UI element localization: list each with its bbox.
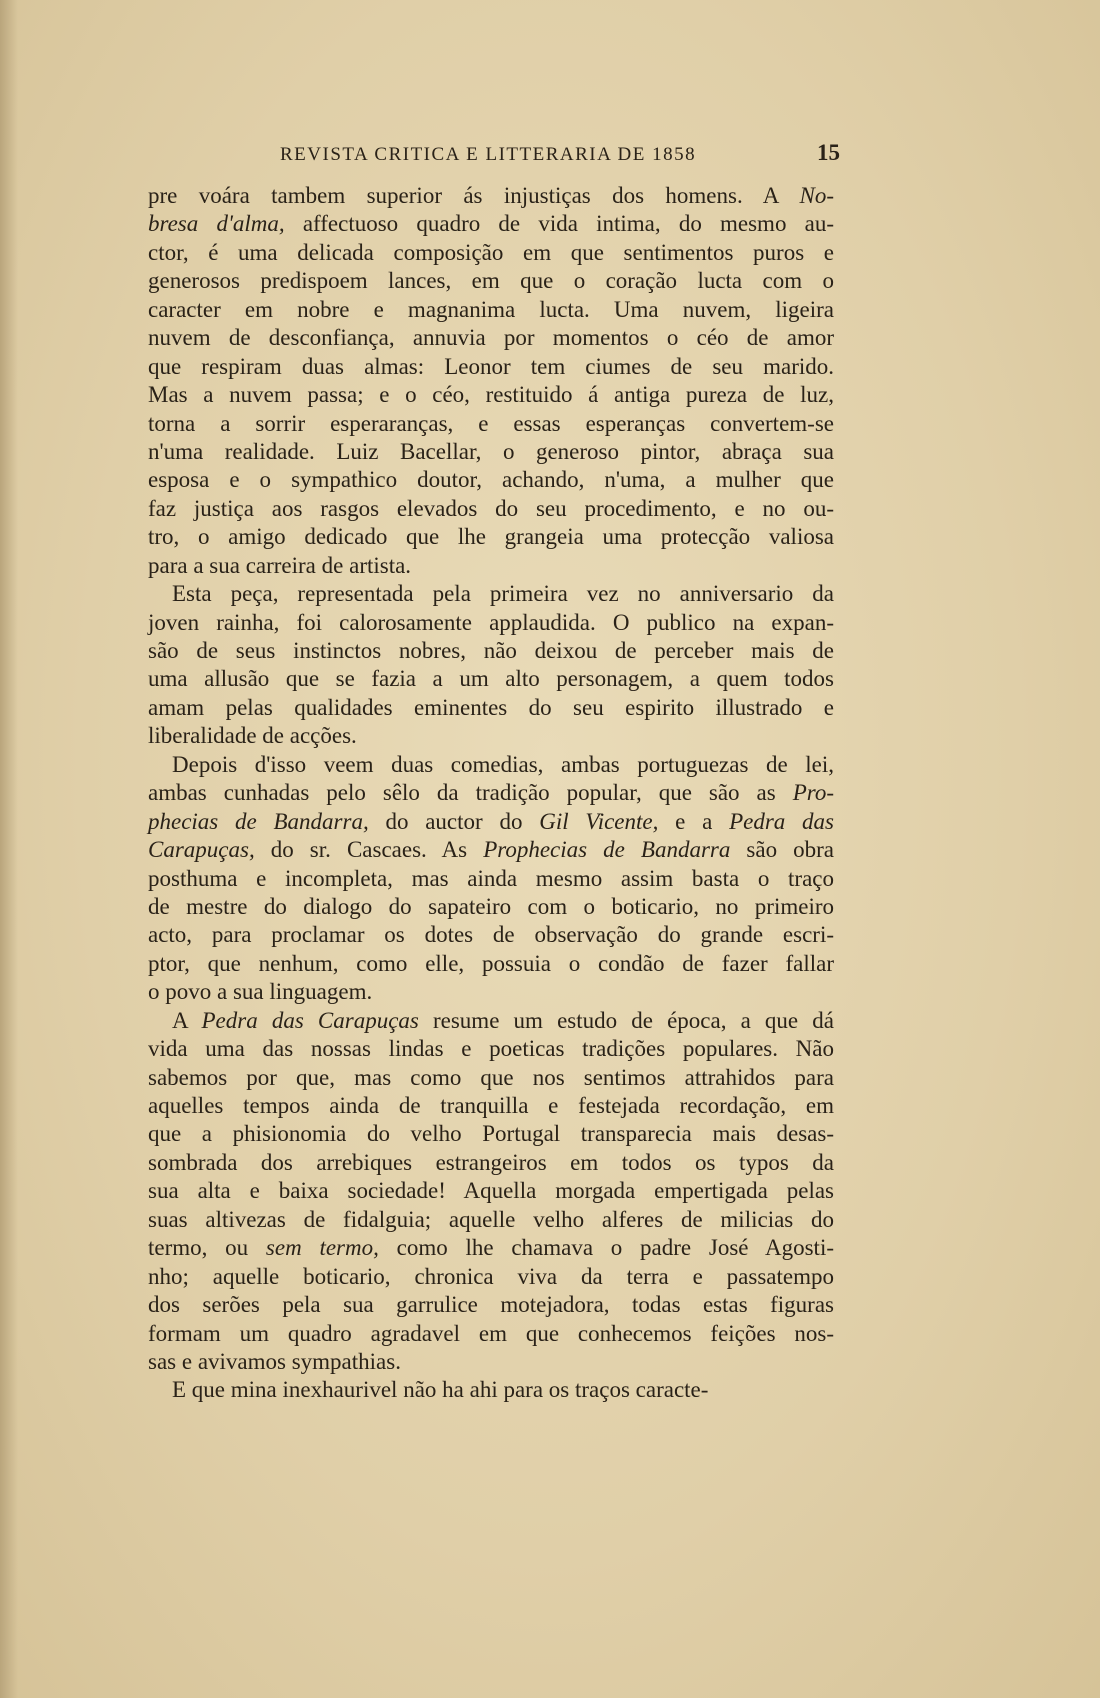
text-segment: formam um quadro agradavel em que conhecemos feições nos- [148,1320,834,1346]
text-line [148,1149,834,1177]
text-segment: nho; aquelle boticario, chronica viva da terra e passatempo [148,1263,834,1289]
italic-segment: Carapuças, [148,837,255,863]
text-line [148,296,834,324]
italic-segment: sem termo, [265,1235,379,1261]
text-line [148,1234,834,1262]
text-line [148,410,834,438]
text-line [148,978,834,1006]
text-line [148,381,834,409]
text-line [148,722,834,750]
text-line [148,1348,834,1376]
text-segment: são obra [730,837,834,863]
text-line [148,1206,834,1234]
text-line [148,466,834,494]
text-line [148,523,834,551]
text-line [148,893,834,921]
text-line [148,1320,834,1348]
text-segment: pre voára tambem superior ás injustiças dos homens. A [148,183,800,208]
italic-segment: phecias de Bandarra, [148,808,369,834]
text-segment: que a phisionomia do velho Portugal transparecia mais desas- [148,1121,834,1147]
text-line [148,182,834,210]
text-segment: resume um estudo de época, a que dá [418,1007,834,1033]
text-segment: do auctor do [368,808,540,834]
text-segment: affectuoso quadro de vida intima, do mesmo au- [284,211,834,237]
text-segment: aquelles tempos ainda de tranquilla e festejada recordação, em [148,1093,834,1118]
text-line [148,1092,834,1120]
text-line [148,580,834,608]
text-line [148,1177,834,1205]
text-segment: caracter em nobre e magnanima lucta. Uma nuvem, ligeira [148,296,834,322]
running-head: REVISTA CRITICA E LITTERARIA DE 1858 [280,144,697,165]
italic-segment: Gil Vicente, [539,808,659,834]
text-line [148,1120,834,1148]
text-segment: esposa e o sympathico doutor, achando, n'uma, a mulher que [148,467,834,493]
text-segment: torna a sorrir esperaranças, e essas esperanças convertem-se [148,410,834,436]
text-line [148,438,834,466]
text-line [148,1064,834,1092]
text-segment: sua alta e baixa sociedade! Aquella morgada empertigada pelas [148,1178,834,1204]
text-segment: ctor, é uma delicada composição em que sentimentos puros e [148,239,834,265]
italic-segment: Prophecias de Bandarra [483,837,731,863]
text-segment: Esta peça, representada pela primeira vez no anniversario da [172,581,834,607]
text-line [148,865,834,893]
text-line [148,239,834,267]
text-line [148,779,834,807]
text-line [148,495,834,523]
text-segment: sombrada dos arrebiques estrangeiros em todos os typos da [148,1149,834,1175]
text-segment: acto, para proclamar os dotes de observação do grande escri- [148,922,834,948]
text-segment: sabemos por que, mas como que nos sentimos attrahidos para [148,1064,834,1090]
text-line [148,808,834,836]
text-segment: sas e avivamos sympathias. [148,1348,401,1374]
text-line [148,637,834,665]
text-segment: o povo a sua linguagem. [148,979,373,1005]
text-line [148,552,834,580]
text-segment: como lhe chamava o padre José Agosti- [378,1235,834,1261]
text-line [148,1007,834,1035]
italic-segment: Pedra das [729,808,834,834]
text-segment: faz justiça aos rasgos elevados do seu procedimento, e no ou- [148,495,834,521]
italic-segment: Pro- [792,780,834,806]
text-line [148,921,834,949]
text-segment: liberalidade de acções. [148,723,357,749]
text-line [148,609,834,637]
text-segment: para a sua carreira de artista. [148,552,412,578]
page-number: 15 [817,140,840,165]
text-line [148,694,834,722]
text-segment: que respiram duas almas: Leonor tem ciumes de seu marido. [148,353,834,379]
text-segment: ambas cunhadas pelo sêlo da tradição popular, que são as [148,780,793,806]
text-segment: do sr. Cascaes. As [254,837,484,863]
text-line [148,210,834,238]
text-segment: joven rainha, foi calorosamente applaudida. O publico na expan- [148,609,834,635]
text-segment: Depois d'isso veem duas comedias, ambas portuguezas de lei, [172,751,834,777]
text-segment: são de seus instinctos nobres, não deixou de perceber mais de [148,638,834,663]
text-segment: generosos predispoem lances, em que o coração lucta com o [148,268,834,294]
text-segment: suas altivezas de fidalguia; aquelle velho alferes de milicias do [148,1206,834,1232]
text-segment: ptor, que nenhum, como elle, possuia o condão de fazer fallar [148,950,834,976]
text-line [148,324,834,352]
text-segment: termo, ou [148,1235,266,1261]
text-line [148,950,834,978]
body-text [148,182,834,1405]
page-header [280,140,840,174]
text-segment: posthuma e incompleta, mas ainda mesmo assim basta o traço [148,865,834,891]
text-line [148,1291,834,1319]
italic-segment: No- [799,183,834,208]
text-segment: nuvem de desconfiança, annuvia por momentos o céo de amor [148,325,834,351]
italic-segment: bresa d'alma, [148,211,285,237]
text-segment: n'uma realidade. Luiz Bacellar, o generoso pintor, abraça sua [148,438,834,464]
text-line [148,665,834,693]
text-segment: vida uma das nossas lindas e poeticas tradições populares. Não [148,1036,834,1062]
text-segment: tro, o amigo dedicado que lhe grangeia uma protecção valiosa [148,524,834,550]
text-line [148,267,834,295]
text-line [148,751,834,779]
text-segment: de mestre do dialogo do sapateiro com o boticario, no primeiro [148,893,834,919]
text-line [148,1376,834,1404]
text-segment: A [172,1007,202,1033]
text-line [148,353,834,381]
text-line [148,836,834,864]
text-line [148,1035,834,1063]
text-segment: dos serões pela sua garrulice motejadora, todas estas figuras [148,1292,834,1318]
binding-shadow [0,0,18,1698]
text-line [148,1263,834,1291]
text-segment: E que mina inexhaurivel não ha ahi para os traços caracte- [172,1377,709,1403]
italic-segment: Pedra das Carapuças [201,1007,419,1033]
text-segment: Mas a nuvem passa; e o céo, restituido á antiga pureza de luz, [148,382,834,408]
text-segment: e a [658,808,730,834]
text-segment: amam pelas qualidades eminentes do seu espirito illustrado e [148,694,834,720]
text-segment: uma allusão que se fazia a um alto personagem, a quem todos [148,666,834,692]
